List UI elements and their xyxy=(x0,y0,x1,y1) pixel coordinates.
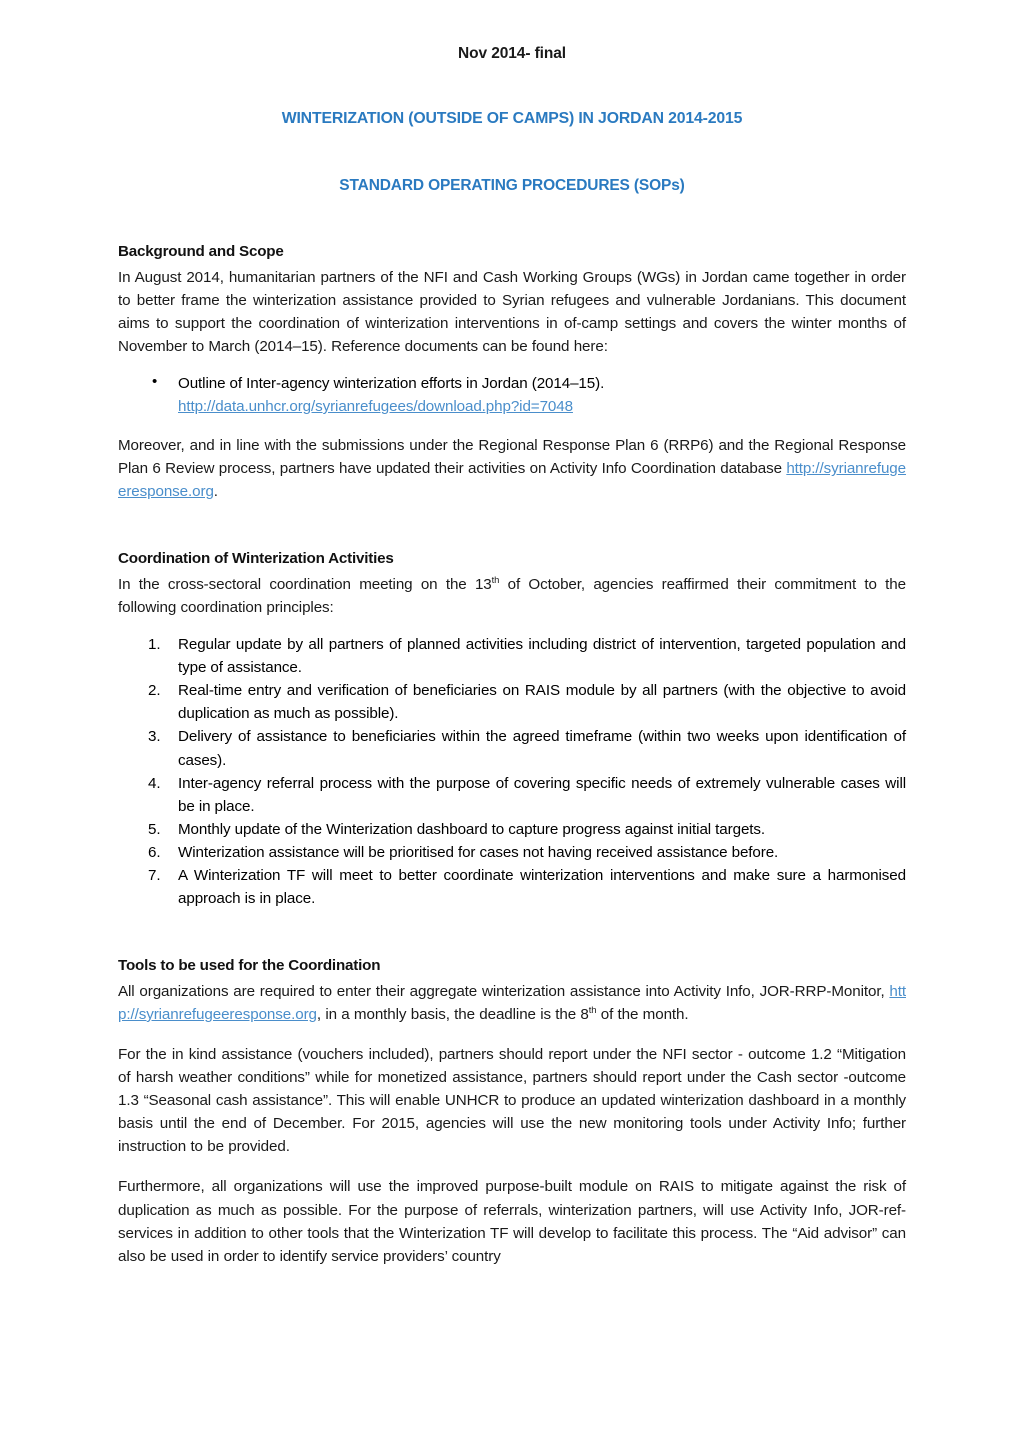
list-item: Inter-agency referral process with the purpose of covering specific needs of extremely vulnerable cases will be in place. xyxy=(178,774,906,815)
spacer xyxy=(118,503,906,549)
reference-link-syrianrefugeeresponse[interactable]: http://syrianrefugeeresponse.org xyxy=(118,460,906,501)
ordinal-suffix-8th: th xyxy=(588,1003,597,1015)
running-header: Nov 2014- final xyxy=(458,45,566,62)
spacer xyxy=(118,196,906,242)
bullet-text: Outline of Inter-agency winterization efforts in Jordan (2014–15). xyxy=(178,374,605,392)
coordination-intro-before: In the cross-sectoral coordination meeting on the 13 xyxy=(118,575,492,593)
ordinal-suffix-13th: th xyxy=(491,573,500,585)
spacer xyxy=(118,910,906,956)
tools-paragraph-1 xyxy=(118,980,906,1026)
tools-link-syrianrefugeeresponse[interactable]: http://syrianrefugeeresponse.org xyxy=(118,982,906,1023)
tools-para1-after: of the month. xyxy=(596,1005,689,1023)
list-item: Delivery of assistance to beneficiaries within the agreed timeframe (within two weeks upon identification of cases). xyxy=(178,728,906,769)
coordination-intro-after: of October, agencies reaffirmed their commitment to the following coordination principles: xyxy=(118,575,906,617)
followup-prefix-text: Moreover, and in line with the submissions under the Regional Response Plan 6 (RRP6) and the Regional Response Plan 6 Review process, partners have updated their activities on Activity Info Coordination database xyxy=(118,437,906,478)
page-title: WINTERIZATION (OUTSIDE OF CAMPS) IN JORDAN 2014-2015 xyxy=(281,110,743,128)
tools-paragraph-2: For the in kind assistance (vouchers included), partners should report under the NFI sector - outcome 1.2 “Mitigation of harsh weather conditions” while for monetized assistance, partners should report under the Cash sector -outcome 1.3 “Seasonal cash assistance”. This will enable UNHCR to produce an updated winterization dashboard in a monthly basis until the end of December. For 2015, agencies will use the new monitoring tools under Activity Info; further instruction to be provided. xyxy=(118,1045,906,1156)
reference-bullet-list xyxy=(118,372,906,418)
reference-link-unhcr[interactable]: http://data.unhcr.org/syrianrefugees/download.php?id=7048 xyxy=(178,398,573,416)
tools-paragraph-3: Furthermore, all organizations will use the improved purpose-built module on RAIS to mitigate against the risk of duplication as much as possible. For the purpose of referrals, winterization partners, will use Activity Info, JOR-ref- services in addition to other tools that the Winterization TF will develop to facilitate this process. The “Aid advisor” can also be used in order to identify service providers’ country xyxy=(118,1178,906,1265)
section-heading-tools: Tools to be used for the Coordination xyxy=(118,957,381,975)
coordination-intro-paragraph xyxy=(118,573,906,619)
list-item: A Winterization TF will meet to better coordinate winterization interventions and make sure a harmonised approach is in place. xyxy=(178,867,906,908)
list-item: Regular update by all partners of planned activities including district of intervention, targeted population and type of assistance. xyxy=(178,636,906,677)
page-subtitle: STANDARD OPERATING PROCEDURES (SOPs) xyxy=(339,176,685,194)
list-item: Real-time entry and verification of beneficiaries on RAIS module by all partners (with the objective to avoid duplication as much as possible). xyxy=(178,682,906,723)
list-item: Monthly update of the Winterization dashboard to capture progress against initial targets. xyxy=(178,820,766,838)
section-heading-coordination: Coordination of Winterization Activities xyxy=(118,550,394,568)
background-followup-paragraph xyxy=(118,434,906,503)
title-block xyxy=(118,109,906,196)
list-item: Winterization assistance will be prioritised for cases not having received assistance before. xyxy=(178,843,779,861)
list-item xyxy=(118,372,906,418)
section-heading-background: Background and Scope xyxy=(118,243,284,261)
tools-para1-mid: , in a monthly basis, the deadline is the 8 xyxy=(316,1005,589,1023)
background-paragraph: In August 2014, humanitarian partners of the NFI and Cash Working Groups (WGs) in Jordan came together in order to better frame the winterization assistance provided to Syrian refugees and vulnerable Jordanians. This document aims to support the coordination of winterization interventions in of-camp settings and covers the winter months of November to March (2014–15). Reference documents can be found here: xyxy=(118,268,906,355)
coordination-principles-list xyxy=(118,633,906,910)
followup-suffix-text: . xyxy=(213,483,218,501)
tools-para1-before: All organizations are required to enter their aggregate winterization assistance into Activity Info, JOR-RRP-Monitor, xyxy=(118,982,890,1000)
